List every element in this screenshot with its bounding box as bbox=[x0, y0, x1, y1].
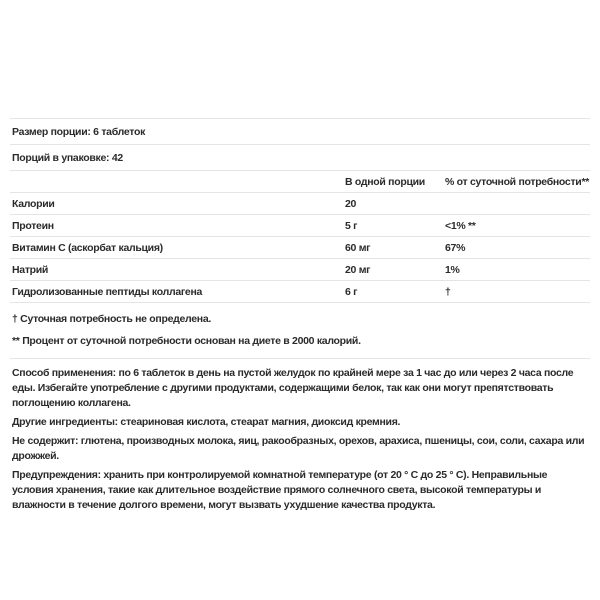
nutrient-amount: 20 bbox=[345, 198, 357, 210]
nutrient-amount: 6 г bbox=[345, 286, 358, 298]
dv-column-header: % от суточной потребности** bbox=[445, 176, 590, 188]
nutrient-name: Натрий bbox=[12, 264, 49, 276]
servings-per-container-row: Порций в упаковке: 42 bbox=[10, 145, 590, 171]
nutrient-amount: 5 г bbox=[345, 220, 358, 232]
nutrient-amount: 60 мг bbox=[345, 242, 371, 254]
nutrient-dv: 1% bbox=[445, 264, 460, 276]
nutrient-amount: 20 мг bbox=[345, 264, 371, 276]
details-section bbox=[10, 359, 590, 513]
warnings-text: Предупреждения: хранить при контролируемой комнатной температуре (от 20 ° C до 25 ° C). Неправильные условия хранения, такие как длительное воздействие прямого солнечного света, высокой температуры и влажности в течение долгого времени, могут вызвать ухудшение качества продукта. bbox=[12, 469, 548, 511]
footnotes bbox=[10, 303, 590, 359]
supplement-facts-panel bbox=[10, 118, 590, 359]
nutrient-dv: † bbox=[445, 286, 451, 298]
other-ingredients-text: Другие ингредиенты: стеариновая кислота, стеарат магния, диоксид кремния. bbox=[12, 416, 401, 428]
serving-size-row: Размер порции: 6 таблеток bbox=[10, 119, 590, 145]
table-row-vitamin-c bbox=[10, 237, 590, 259]
table-header-row bbox=[10, 171, 590, 193]
nutrient-name: Гидролизованные пептиды коллагена bbox=[12, 286, 203, 298]
footnote-percent-daily-value: ** Процент от суточной потребности основан на диете в 2000 калорий. bbox=[12, 335, 361, 347]
nutrient-name: Калории bbox=[12, 198, 55, 210]
amount-column-header: В одной порции bbox=[345, 176, 425, 188]
nutrient-dv: <1% ** bbox=[445, 220, 476, 232]
nutrient-name: Протеин bbox=[12, 220, 54, 232]
free-of-text: Не содержит: глютена, производных молока, яиц, ракообразных, орехов, арахиса, пшеницы, сои, соли, сахара или дрожжей. bbox=[12, 435, 585, 462]
directions-text: Способ применения: по 6 таблеток в день на пустой желудок по крайней мере за 1 час до или через 2 часа после еды. Избегайте употребление с другими продуктами, содержащими белок, так как они могут препятствовать поглощению коллагена. bbox=[12, 367, 574, 409]
nutrient-name: Витамин C (аскорбат кальция) bbox=[12, 242, 163, 254]
table-row-protein bbox=[10, 215, 590, 237]
table-row-calories bbox=[10, 193, 590, 215]
table-row-sodium bbox=[10, 259, 590, 281]
footnote-daily-value-not-established: † Суточная потребность не определена. bbox=[12, 313, 211, 325]
table-row-collagen-peptides bbox=[10, 281, 590, 303]
nutrient-dv: 67% bbox=[445, 242, 466, 254]
